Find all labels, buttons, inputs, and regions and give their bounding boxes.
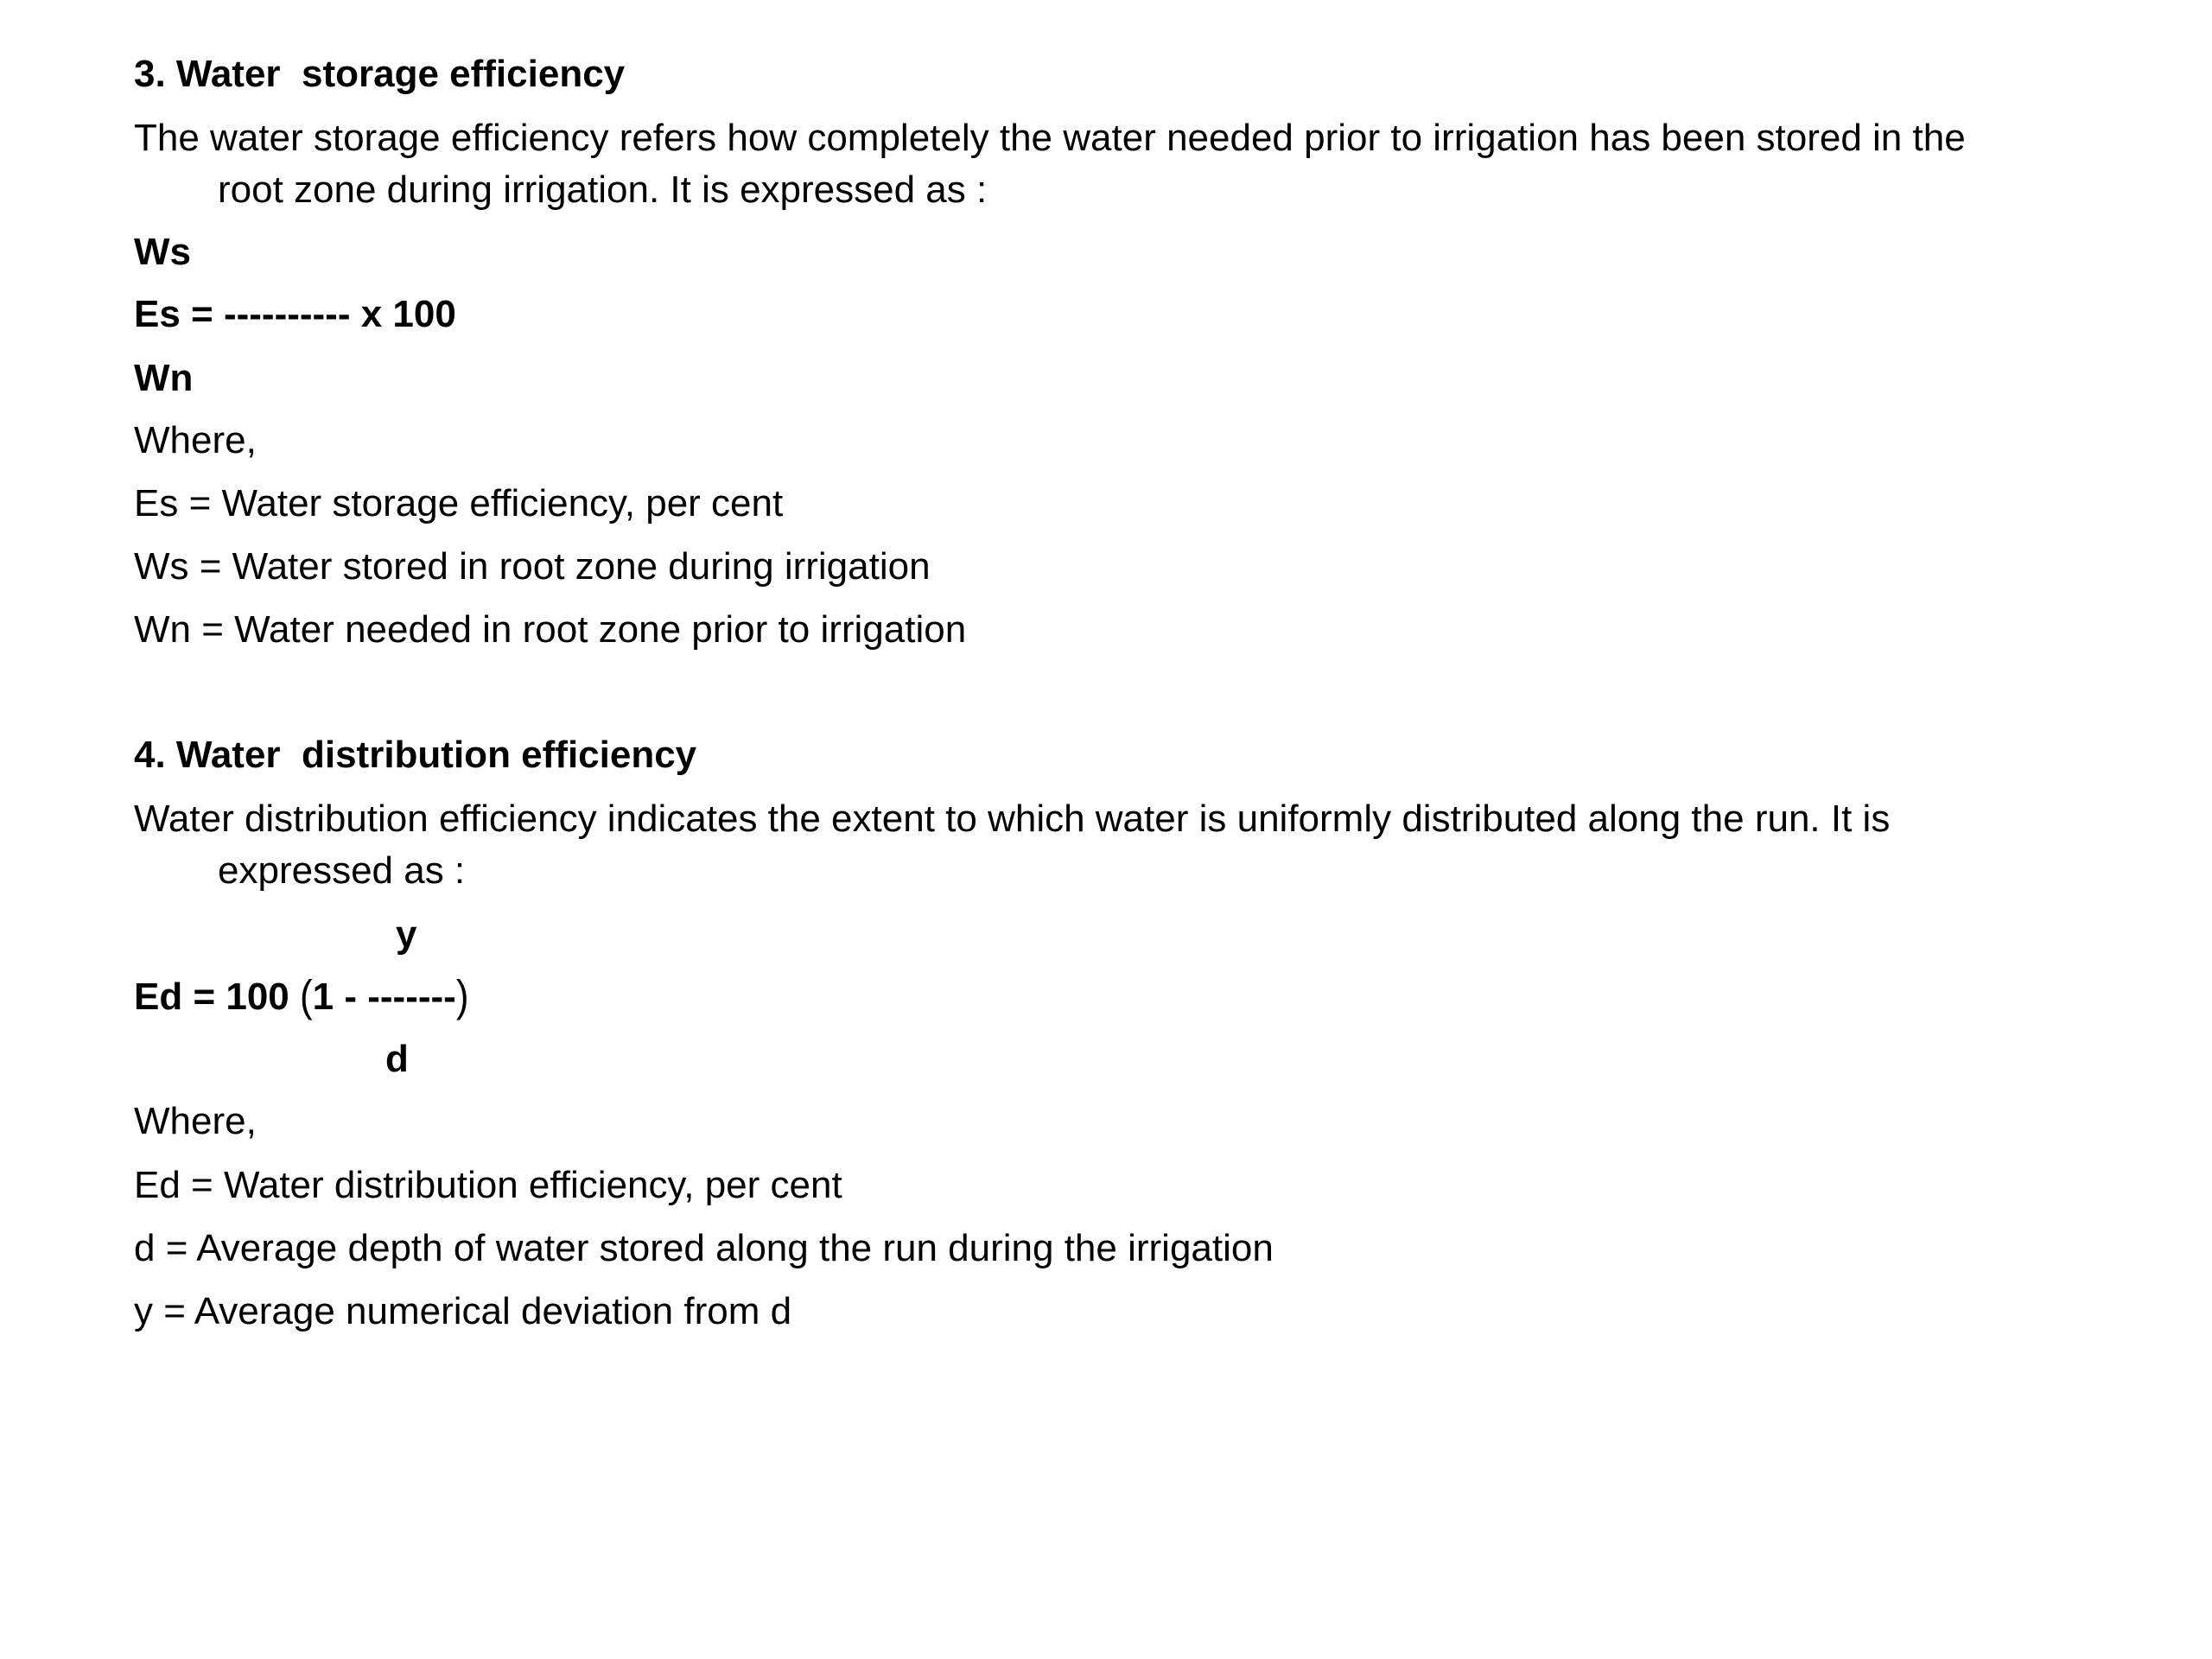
section-4-definition-ed: Ed = Water distribution efficiency, per cent — [134, 1164, 842, 1206]
section-4-paragraph-line-2: expressed as : — [218, 849, 466, 892]
distribution-formula-prefix: Ed = 100 — [134, 976, 301, 1018]
section-3-heading: 3. Water storage efficiency — [134, 53, 626, 95]
distribution-formula-numerator: y — [396, 913, 417, 956]
section-3-paragraph-line-2: root zone during irrigation. It is expressed as : — [218, 168, 988, 211]
section-4-where: Where, — [134, 1100, 257, 1142]
storage-formula-denominator: Wn — [134, 357, 194, 399]
distribution-formula-open-paren: ( — [300, 972, 313, 1021]
section-4-definition-d: d = Average depth of water stored along the run during the irrigation — [134, 1227, 1274, 1269]
storage-formula-numerator: Ws — [134, 231, 191, 273]
section-3-paragraph-line-1: The water storage efficiency refers how completely the water needed prior to irrigation has been stored in the — [134, 117, 1966, 159]
section-3-definition-ws: Ws = Water stored in root zone during irrigation — [134, 545, 931, 588]
distribution-formula-close-paren: ) — [455, 972, 469, 1021]
distribution-formula — [134, 973, 468, 1021]
section-3-where: Where, — [134, 419, 257, 461]
section-4-heading: 4. Water distribution efficiency — [134, 734, 697, 776]
distribution-formula-denominator: d — [385, 1038, 409, 1080]
storage-formula: Es = ---------- x 100 — [134, 293, 456, 335]
section-3-definition-es: Es = Water storage efficiency, per cent — [134, 482, 784, 524]
distribution-formula-inner: 1 - ------- — [312, 976, 456, 1018]
section-3-definition-wn: Wn = Water needed in root zone prior to irrigation — [134, 608, 967, 651]
section-4-definition-y: y = Average numerical deviation from d — [134, 1290, 792, 1332]
section-4-paragraph-line-1: Water distribution efficiency indicates the extent to which water is uniformly distributed along the run. It is — [134, 798, 1891, 840]
